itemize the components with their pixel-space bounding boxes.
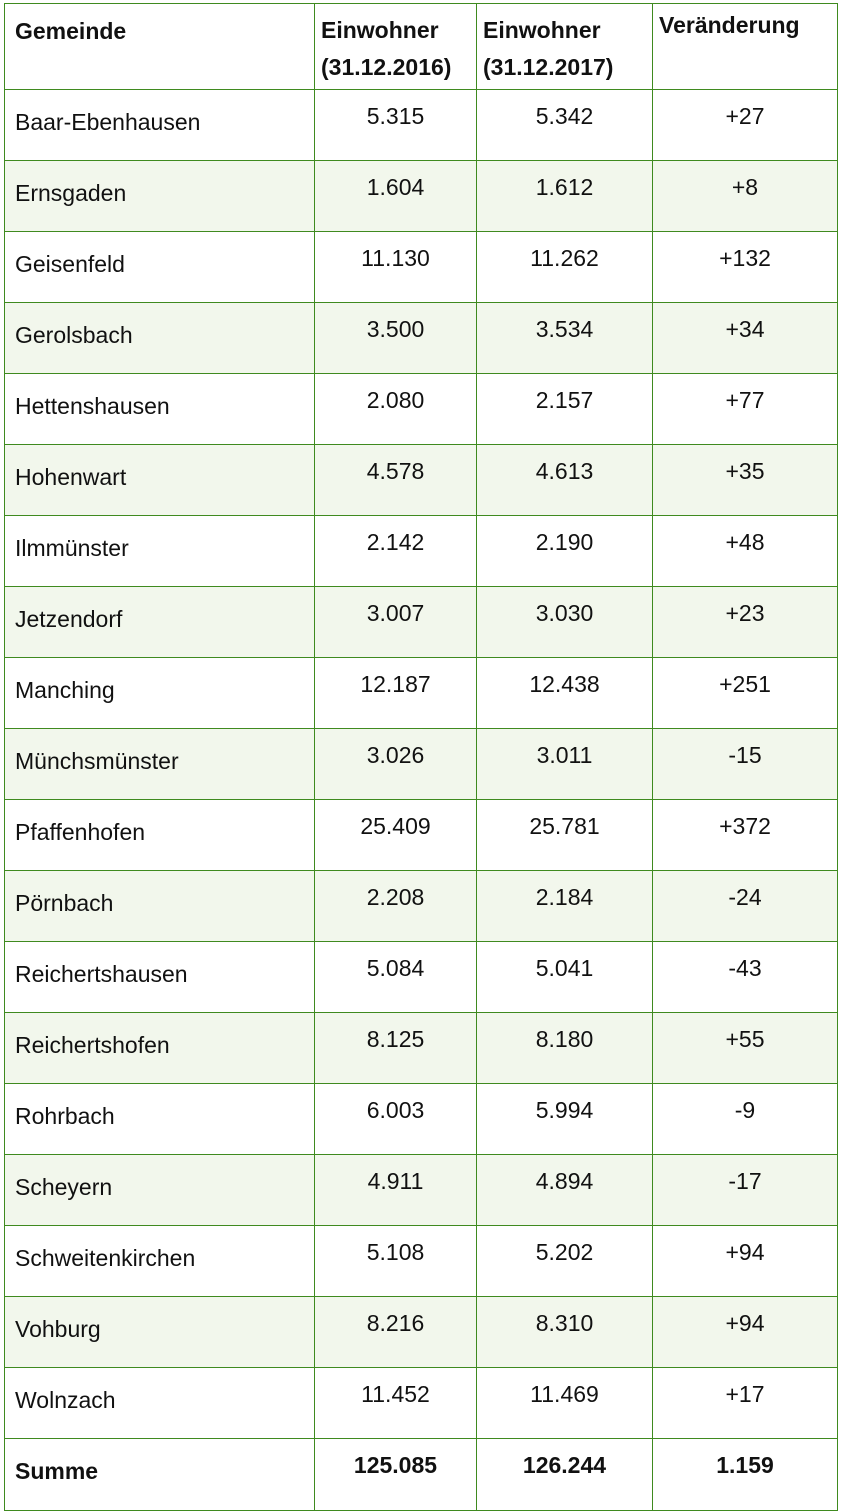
cell-einwohner-2016: 4.911 [315, 1155, 477, 1226]
cell-gemeinde: Reichertshofen [5, 1013, 315, 1084]
cell-einwohner-2016: 4.578 [315, 445, 477, 516]
cell-veraenderung: +34 [653, 303, 838, 374]
cell-veraenderung: -43 [653, 942, 838, 1013]
table-row [5, 516, 838, 587]
cell-einwohner-2016: 2.208 [315, 871, 477, 942]
cell-veraenderung: +94 [653, 1226, 838, 1297]
header-2017-line1: Einwohner [483, 17, 601, 43]
cell-einwohner-2017: 3.011 [477, 729, 653, 800]
cell-einwohner-2017: 5.202 [477, 1226, 653, 1297]
cell-einwohner-2017: 5.041 [477, 942, 653, 1013]
cell-einwohner-2016: 11.130 [315, 232, 477, 303]
cell-veraenderung: +372 [653, 800, 838, 871]
cell-gemeinde: Ernsgaden [5, 161, 315, 232]
cell-einwohner-2017: 12.438 [477, 658, 653, 729]
cell-veraenderung: +48 [653, 516, 838, 587]
cell-einwohner-2016: 25.409 [315, 800, 477, 871]
cell-einwohner-2016: 12.187 [315, 658, 477, 729]
cell-gemeinde: Wolnzach [5, 1368, 315, 1439]
header-2016-line2: (31.12.2016) [321, 54, 452, 80]
table-row [5, 871, 838, 942]
cell-veraenderung: +55 [653, 1013, 838, 1084]
header-veraenderung: Veränderung [653, 4, 838, 90]
cell-einwohner-2017: 11.469 [477, 1368, 653, 1439]
cell-einwohner-2016: 2.142 [315, 516, 477, 587]
cell-gemeinde: Scheyern [5, 1155, 315, 1226]
table-row [5, 800, 838, 871]
cell-einwohner-2017: 2.190 [477, 516, 653, 587]
table-row [5, 1226, 838, 1297]
table-row [5, 232, 838, 303]
cell-einwohner-2016: 125.085 [315, 1439, 477, 1511]
cell-einwohner-2017: 11.262 [477, 232, 653, 303]
cell-einwohner-2017: 4.613 [477, 445, 653, 516]
cell-veraenderung: +251 [653, 658, 838, 729]
cell-gemeinde: Vohburg [5, 1297, 315, 1368]
cell-gemeinde: Summe [5, 1439, 315, 1511]
cell-einwohner-2017: 2.157 [477, 374, 653, 445]
cell-gemeinde: Hohenwart [5, 445, 315, 516]
cell-einwohner-2016: 8.216 [315, 1297, 477, 1368]
cell-einwohner-2016: 5.084 [315, 942, 477, 1013]
table-row [5, 1013, 838, 1084]
cell-einwohner-2016: 3.007 [315, 587, 477, 658]
cell-einwohner-2017: 8.180 [477, 1013, 653, 1084]
table-row [5, 1368, 838, 1439]
cell-einwohner-2016: 3.026 [315, 729, 477, 800]
cell-einwohner-2017: 3.030 [477, 587, 653, 658]
cell-veraenderung: +8 [653, 161, 838, 232]
cell-veraenderung: +23 [653, 587, 838, 658]
cell-gemeinde: Reichertshausen [5, 942, 315, 1013]
cell-einwohner-2017: 1.612 [477, 161, 653, 232]
table-row [5, 1084, 838, 1155]
table-row-summe [5, 1439, 838, 1511]
cell-einwohner-2016: 5.108 [315, 1226, 477, 1297]
cell-einwohner-2017: 5.994 [477, 1084, 653, 1155]
cell-einwohner-2017: 5.342 [477, 90, 653, 161]
cell-einwohner-2016: 11.452 [315, 1368, 477, 1439]
table-body [5, 90, 838, 1511]
cell-einwohner-2017: 126.244 [477, 1439, 653, 1511]
cell-gemeinde: Schweitenkirchen [5, 1226, 315, 1297]
cell-veraenderung: +35 [653, 445, 838, 516]
cell-veraenderung: -9 [653, 1084, 838, 1155]
table-row [5, 1297, 838, 1368]
table-row [5, 90, 838, 161]
table-row [5, 658, 838, 729]
cell-gemeinde: Pfaffenhofen [5, 800, 315, 871]
cell-gemeinde: Baar-Ebenhausen [5, 90, 315, 161]
cell-einwohner-2016: 8.125 [315, 1013, 477, 1084]
cell-veraenderung: +27 [653, 90, 838, 161]
cell-gemeinde: Jetzendorf [5, 587, 315, 658]
cell-veraenderung: +94 [653, 1297, 838, 1368]
table-header-row [5, 4, 838, 90]
cell-einwohner-2016: 1.604 [315, 161, 477, 232]
cell-veraenderung: -15 [653, 729, 838, 800]
cell-veraenderung: -24 [653, 871, 838, 942]
cell-veraenderung: 1.159 [653, 1439, 838, 1511]
table-row [5, 303, 838, 374]
cell-gemeinde: Ilmmünster [5, 516, 315, 587]
cell-einwohner-2016: 5.315 [315, 90, 477, 161]
cell-veraenderung: +132 [653, 232, 838, 303]
cell-gemeinde: Pörnbach [5, 871, 315, 942]
population-table [4, 3, 838, 1511]
cell-veraenderung: +17 [653, 1368, 838, 1439]
header-2017-line2: (31.12.2017) [483, 54, 614, 80]
cell-veraenderung: -17 [653, 1155, 838, 1226]
table-row [5, 587, 838, 658]
cell-gemeinde: Geisenfeld [5, 232, 315, 303]
cell-gemeinde: Münchsmünster [5, 729, 315, 800]
table-row [5, 729, 838, 800]
header-2016-line1: Einwohner [321, 17, 439, 43]
cell-einwohner-2016: 6.003 [315, 1084, 477, 1155]
table-row [5, 374, 838, 445]
cell-einwohner-2016: 3.500 [315, 303, 477, 374]
cell-veraenderung: +77 [653, 374, 838, 445]
header-einwohner-2016 [315, 4, 477, 90]
cell-gemeinde: Manching [5, 658, 315, 729]
cell-gemeinde: Rohrbach [5, 1084, 315, 1155]
cell-einwohner-2017: 3.534 [477, 303, 653, 374]
cell-einwohner-2017: 25.781 [477, 800, 653, 871]
table-row [5, 942, 838, 1013]
cell-gemeinde: Hettenshausen [5, 374, 315, 445]
cell-einwohner-2017: 2.184 [477, 871, 653, 942]
table-row [5, 161, 838, 232]
cell-gemeinde: Gerolsbach [5, 303, 315, 374]
cell-einwohner-2016: 2.080 [315, 374, 477, 445]
cell-einwohner-2017: 8.310 [477, 1297, 653, 1368]
table-row [5, 1155, 838, 1226]
cell-einwohner-2017: 4.894 [477, 1155, 653, 1226]
table-row [5, 445, 838, 516]
header-gemeinde: Gemeinde [5, 4, 315, 90]
header-einwohner-2017 [477, 4, 653, 90]
